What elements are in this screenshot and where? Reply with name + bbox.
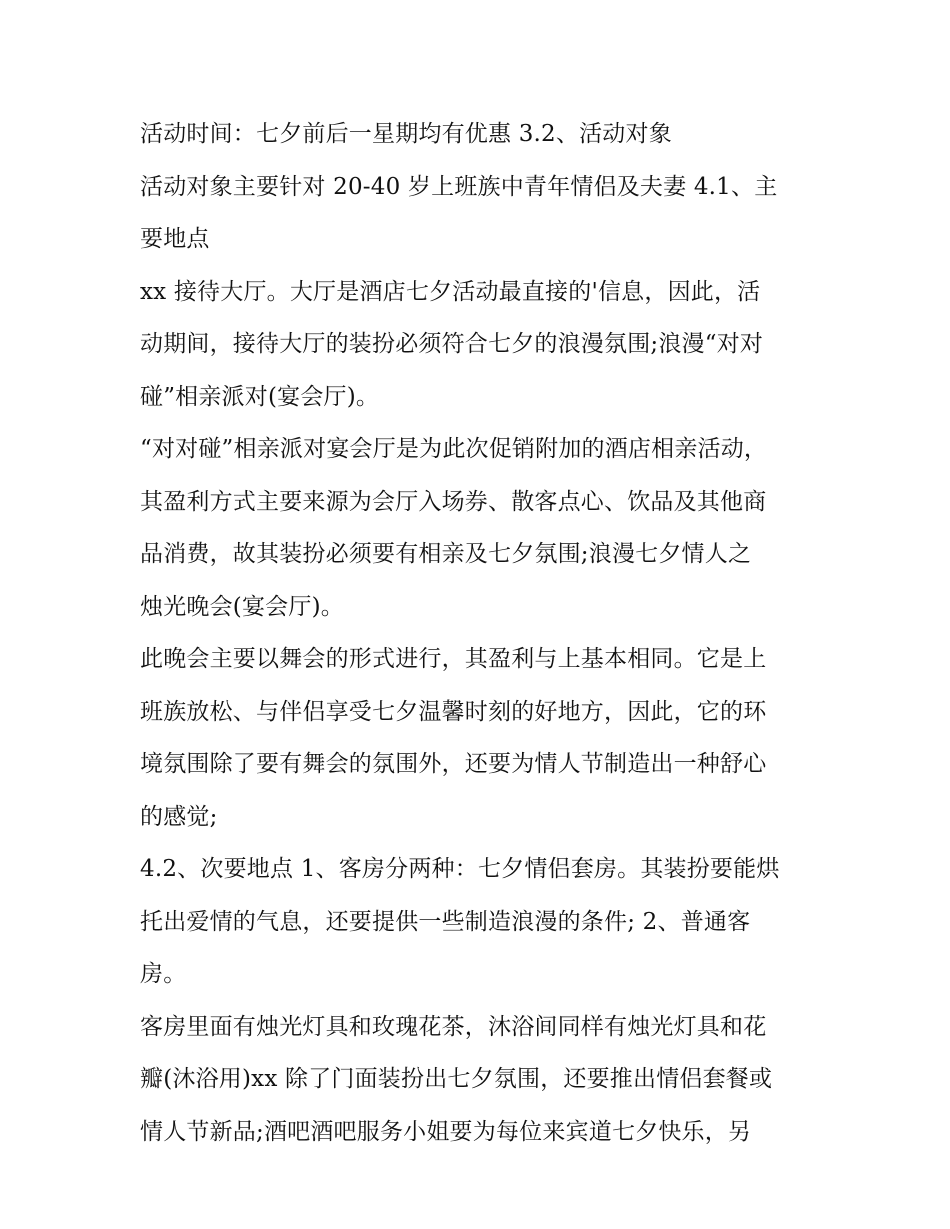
text-line: 碰”相亲派对(宴会厅)。 [140, 383, 380, 410]
text-line: 客房里面有烛光灯具和玫瑰花茶，沐浴间同样有烛光灯具和花 [140, 1013, 767, 1040]
text-line: 要地点 [140, 226, 210, 252]
text-line: 的感觉; [140, 803, 218, 830]
text-line: 情人节新品;酒吧酒吧服务小姐要为每位来宾道七夕快乐，另 [140, 1118, 752, 1145]
text-line: 4.2、次要地点 1、客房分两种：七夕情侣套房。其装扮要能烘 [140, 856, 780, 882]
text-line: 此晚会主要以舞会的形式进行，其盈利与上基本相同。它是上 [140, 646, 767, 672]
text-line: 班族放松、与伴侣享受七夕温馨时刻的好地方，因此，它的环 [140, 698, 767, 725]
text-line: 境氛围除了要有舞会的氛围外，还要为情人节制造出一种舒心 [140, 751, 767, 777]
text-line: 烛光晚会(宴会厅)。 [140, 593, 344, 620]
text-line: xx 接待大厅。大厅是酒店七夕活动最直接的'信息，因此，活 [140, 278, 761, 305]
document-body [140, 108, 815, 1158]
text-line: 活动对象主要针对 20-40 岁上班族中青年情侣及夫妻 4.1、主 [140, 173, 778, 200]
text-line: 其盈利方式主要来源为会厅入场券、散客点心、饮品及其他商 [140, 488, 767, 515]
text-line: 瓣(沐浴用)xx 除了门面装扮出七夕氛围，还要推出情侣套餐或 [140, 1066, 773, 1092]
text-line: 房。 [140, 961, 187, 987]
text-line: 动期间，接待大厅的装扮必须符合七夕的浪漫氛围;浪漫“对对 [140, 331, 764, 357]
text-line: 活动时间：七夕前后一星期均有优惠 3.2、活动对象 [140, 121, 672, 147]
text-line: 品消费，故其装扮必须要有相亲及七夕氛围;浪漫七夕情人之 [140, 541, 752, 567]
text-line: “对对碰”相亲派对宴会厅是为此次促销附加的酒店相亲活动， [140, 436, 768, 462]
text-line: 托出爱情的气息，还要提供一些制造浪漫的条件; 2、普通客 [140, 908, 751, 935]
